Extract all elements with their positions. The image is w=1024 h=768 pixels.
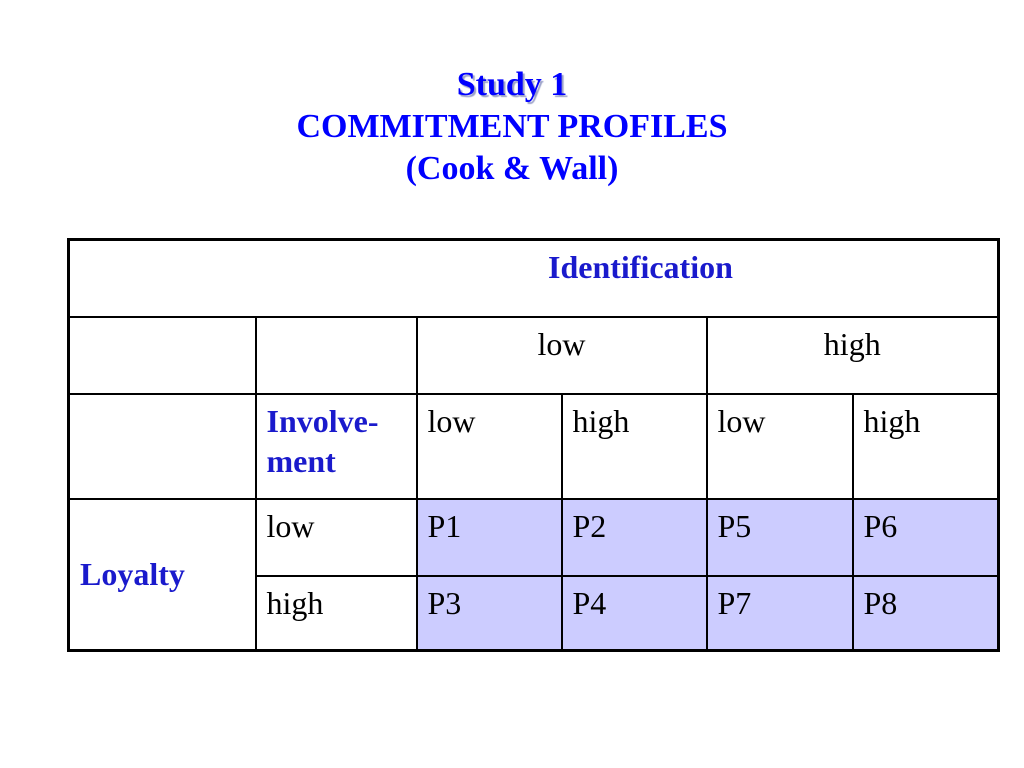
loyalty-header: Loyalty — [69, 499, 256, 651]
table-row — [69, 499, 999, 576]
profile-cell: P4 — [562, 576, 707, 651]
empty-cell — [69, 317, 256, 394]
identification-low: low — [417, 317, 707, 394]
empty-cell — [256, 317, 417, 394]
commitment-profiles-table — [67, 238, 1000, 652]
table-row — [69, 240, 999, 317]
involvement-level: high — [562, 394, 707, 499]
involvement-level: low — [417, 394, 562, 499]
involvement-line-2: ment — [266, 442, 336, 479]
profile-cell: P1 — [417, 499, 562, 576]
profile-cell: P2 — [562, 499, 707, 576]
identification-high: high — [707, 317, 999, 394]
loyalty-level: high — [256, 576, 417, 651]
involvement-line-1: Involve- — [266, 402, 379, 439]
profile-cell: P6 — [853, 499, 999, 576]
title-study: Study 1 — [456, 66, 568, 103]
identification-header: Identification — [69, 240, 999, 317]
involvement-header — [256, 394, 417, 499]
involvement-level: low — [707, 394, 853, 499]
table-row — [69, 394, 999, 499]
profile-cell: P5 — [707, 499, 853, 576]
profile-cell: P3 — [417, 576, 562, 651]
title-source: (Cook & Wall) — [405, 150, 619, 187]
profile-cell: P8 — [853, 576, 999, 651]
loyalty-level: low — [256, 499, 417, 576]
table-row — [69, 317, 999, 394]
empty-cell — [69, 394, 256, 499]
involvement-level: high — [853, 394, 999, 499]
slide-title — [0, 64, 1024, 190]
title-commitment-profiles: COMMITMENT PROFILES — [296, 108, 728, 145]
profile-cell: P7 — [707, 576, 853, 651]
